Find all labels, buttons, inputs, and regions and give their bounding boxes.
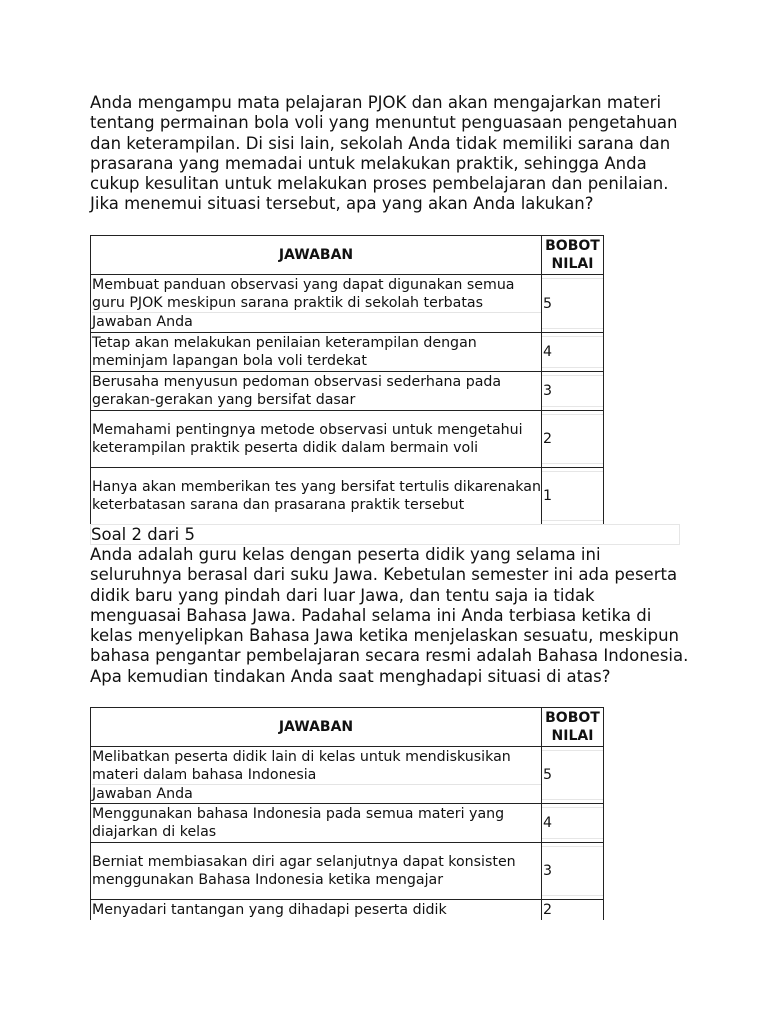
answer-table-1 — [90, 235, 604, 525]
answer-text: Memahami pentingnya metode observasi untuk mengetahui keterampilan praktik peserta didik dalam bermain voli — [91, 411, 542, 468]
answer-note: Jawaban Anda — [92, 312, 541, 331]
answer-text: Berusaha menyusun pedoman observasi sederhana pada gerakan-gerakan yang bersifat dasar — [91, 372, 542, 411]
header-bobot-nilai: BOBOT NILAI — [542, 236, 604, 275]
answer-text: Melibatkan peserta didik lain di kelas untuk mendiskusikan materi dalam bahasa Indonesia — [92, 748, 511, 783]
score-value: 2 — [543, 431, 553, 447]
score-value: 1 — [543, 488, 553, 504]
header-bobot-nilai: BOBOT NILAI — [542, 708, 604, 747]
table-row — [91, 333, 604, 372]
table-row — [91, 372, 604, 411]
answer-text: Membuat panduan observasi yang dapat digunakan semua guru PJOK meskipun sarana praktik di sekolah terbatas — [92, 277, 515, 311]
question-1-text: Anda mengampu mata pelajaran PJOK dan akan mengajarkan materi tentang permainan bola voli yang menuntut penguasaan pengetahuan dan keterampilan. Di sisi lain, sekolah Anda tidak memiliki sarana dan prasarana yang memadai untuk melakukan praktik, sehingga Anda cukup kesulitan untuk melakukan proses pembelajaran dan penilaian. Jika menemui situasi tersebut, apa yang akan Anda lakukan? — [90, 93, 678, 214]
question-counter: Soal 2 dari 5 — [90, 524, 680, 545]
score-value: 2 — [543, 901, 553, 918]
answer-text: Menyadari tantangan yang dihadapi peserta didik — [91, 900, 542, 920]
answer-text: Menggunakan bahasa Indonesia pada semua materi yang diajarkan di kelas — [91, 804, 542, 843]
table-row — [91, 843, 604, 900]
table-row — [91, 468, 604, 525]
table-row — [91, 900, 604, 920]
answer-text: Berniat membiasakan diri agar selanjutnya dapat konsisten menggunakan Bahasa Indonesia ketika mengajar — [91, 843, 542, 900]
score-value: 3 — [543, 383, 553, 399]
answer-text: Hanya akan memberikan tes yang bersifat tertulis dikarenakan keterbatasan sarana dan prasarana praktik tersebut — [91, 468, 542, 525]
question-2-text: Anda adalah guru kelas dengan peserta didik yang selama ini seluruhnya berasal dari suku Jawa. Kebetulan semester ini ada peserta didik baru yang pindah dari luar Jawa, dan tentu saja ia tidak menguasai Bahasa Jawa. Padahal selama ini Anda terbiasa ketika di kelas menyelipkan Bahasa Jawa ketika menjelaskan sesuatu, meskipun bahasa pengantar pembelajaran secara resmi adalah Bahasa Indonesia. Apa kemudian tindakan Anda saat menghadapi situasi di atas? — [90, 545, 689, 686]
answer-note: Jawaban Anda — [92, 784, 541, 803]
table-row — [91, 804, 604, 843]
score-value: 3 — [543, 863, 553, 879]
answer-text: Tetap akan melakukan penilaian keterampilan dengan meminjam lapangan bola voli terdekat — [91, 333, 542, 372]
score-value: 4 — [543, 815, 553, 831]
table-row — [91, 275, 604, 333]
score-value: 5 — [543, 767, 553, 783]
score-value: 4 — [543, 344, 553, 360]
score-value: 5 — [543, 295, 553, 312]
answer-table-2 — [90, 707, 604, 920]
table-row — [91, 411, 604, 468]
table-row — [91, 747, 604, 804]
header-jawaban: JAWABAN — [91, 236, 542, 275]
header-jawaban: JAWABAN — [91, 708, 542, 747]
